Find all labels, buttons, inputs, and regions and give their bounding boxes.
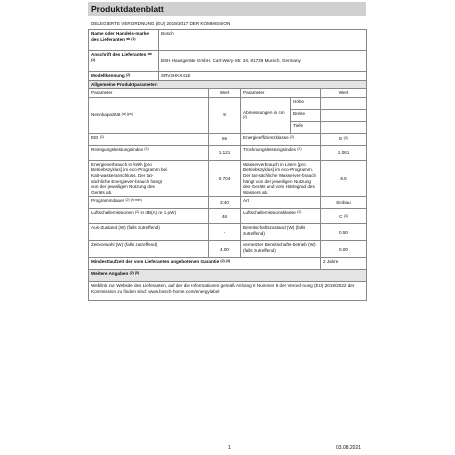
drying-index-label: Trocknungsleistungsindex	[243, 146, 296, 152]
param-header-row	[89, 89, 367, 98]
type-label: Art	[241, 197, 321, 209]
energy-class-label: Energieeffizienzklasse	[243, 134, 289, 140]
param-header-right: Parameter	[241, 89, 321, 98]
supplier-label: Name oder Handels-marke des Lieferanten	[91, 31, 149, 42]
noise-label: Luftschallemissionen	[91, 210, 134, 216]
nominal-capacity-mark: (a) (ps)	[121, 112, 133, 117]
energy-class-value-mark: (3)	[343, 136, 348, 141]
general-params-row	[89, 80, 367, 89]
off-mode-label: Aus-Zustand (W) (falls zutreffend)	[89, 224, 209, 241]
noise-value: 46	[209, 209, 241, 224]
noise-mark: (2)	[134, 210, 140, 215]
value-header-right: Wert	[321, 89, 367, 98]
water-consumption-value: 8.5	[321, 160, 367, 197]
supplier-mark: ab (1)	[126, 36, 136, 41]
height-label: Höhe	[291, 97, 321, 109]
page-number: 1	[228, 445, 231, 451]
document-date: 03.08.2021	[336, 445, 362, 451]
model-label: Modellkennung	[91, 73, 125, 78]
energy-consumption-value: 0.704	[209, 160, 241, 197]
consumption-row	[89, 160, 367, 197]
depth-label: Tiefe	[291, 121, 321, 133]
off-mode-value: -	[209, 224, 241, 241]
noise-class-value-mark: (3)	[343, 213, 348, 218]
drying-index-mark: (2)	[297, 146, 302, 151]
param-header-left: Parameter	[89, 89, 209, 98]
supplier-row	[89, 30, 367, 51]
height-value	[321, 97, 367, 109]
program-duration-value: 3:40	[209, 197, 241, 209]
general-params-heading: Allgemeine Produktparameter:	[89, 80, 367, 89]
address-label: Anschrift des Lieferanten	[91, 52, 147, 57]
energy-class-mark: (2)	[289, 134, 295, 139]
program-row	[89, 197, 367, 209]
further-info-mark: (2) (5)	[129, 271, 140, 276]
value-header-left: Wert	[209, 89, 241, 98]
off-mode-row	[89, 224, 367, 241]
page-title: Produktdatenblatt	[88, 2, 366, 16]
nominal-capacity-value: 9	[209, 97, 241, 133]
eei-value: 56	[209, 133, 241, 145]
noise-unit: in dB(A) re 1 pW)	[140, 210, 176, 216]
performance-row	[89, 145, 367, 160]
regulation-text: DELEGIERTE VERORDNUNG (EU) 2019/2017 DER KOMMISSION	[91, 21, 231, 26]
weblink-text: Weblink zur Website des Lieferanten, auf der die Informationen gemäß Anhang II Nummer 6 der Verord-nung (EU) 2019/2022 der Kommission zu finden sind: www.bosch-home.com/energylabel	[89, 282, 367, 301]
model-mark: (2)	[125, 73, 131, 77]
address-row	[89, 51, 367, 72]
type-value: Einbau	[321, 197, 367, 209]
warranty-value: 2 Jahre	[321, 258, 367, 270]
warranty-label: Mindestlaufzeit der vom Lieferanten angebotenen Garantie	[91, 259, 220, 265]
width-value	[321, 109, 367, 121]
cleaning-index-mark: (2)	[144, 146, 149, 151]
standby-value: 0.50	[321, 224, 367, 241]
program-duration-mark: (2) (h:min)	[125, 198, 142, 203]
eei-mark: (2)	[99, 134, 104, 139]
energy-class-value: E	[339, 136, 343, 142]
cleaning-index-label: Reinigungsleistungsindex	[91, 146, 144, 152]
dimensions-mark: (2)	[243, 115, 248, 120]
standby-label: Bereitschaftszustand (W) (falls zutreffend)	[241, 224, 321, 241]
networked-standby-label: vernetzter Bereitschafts-betrieb (W) (falls zutreffend)	[241, 241, 321, 258]
model-row	[89, 72, 367, 81]
spec-table	[88, 29, 367, 301]
eei-label: EEI	[91, 134, 99, 140]
noise-class-value: C	[339, 213, 343, 219]
noise-row	[89, 209, 367, 224]
delay-start-label: Zeitvorwahl (W) (falls zutreffend)	[89, 241, 209, 258]
program-duration-label: Programmdauer	[91, 198, 125, 204]
nominal-capacity-label: Nennkapazität	[91, 112, 121, 118]
depth-value	[321, 121, 367, 133]
warranty-mark: (2) (4)	[220, 259, 230, 264]
capacity-row	[89, 97, 367, 109]
supplier-value: Bosch	[159, 30, 367, 51]
eei-row	[89, 133, 367, 145]
weblink-row	[89, 282, 367, 301]
noise-class-label: Luftschallemissionsklasse	[243, 210, 296, 216]
width-label: Breite	[291, 109, 321, 121]
address-mark: ab (1)	[91, 52, 152, 62]
warranty-row	[89, 258, 367, 270]
model-value: SRV2HKX41E	[159, 72, 367, 81]
further-info-row	[89, 270, 367, 282]
networked-standby-value: 0.00	[321, 241, 367, 258]
address-value: BSH Hausgeräte GmbH, Carl-Wery-Str. 34, 81739 Munich, Germany	[159, 51, 367, 72]
cleaning-index-value: 1.121	[209, 145, 241, 160]
energy-consumption-label: Energieverbrauch in kWh [pro Betriebszyklus] im eco-Programm bei Kalt-wasseranschluss. Der tat-sächliche Energiever-brauch hängt von der jeweiligen Nutzung des Geräts ab.	[89, 160, 209, 197]
water-consumption-label: Wasserverbrauch in Litern [pro Betriebszyklus] im eco-Programm. Der tat-sächliche Wasserver-brauch hängt von der jeweiligen Nutzung des Geräts und vom Härtegrad des Wassers ab.	[241, 160, 321, 197]
dimensions-label: Abmessungen in cm	[243, 109, 285, 115]
delay-start-row	[89, 241, 367, 258]
noise-class-mark: (2)	[297, 210, 302, 215]
drying-index-value: 1.061	[321, 145, 367, 160]
further-info-label: Weitere Angaben	[91, 271, 129, 277]
delay-start-value: 4.00	[209, 241, 241, 258]
